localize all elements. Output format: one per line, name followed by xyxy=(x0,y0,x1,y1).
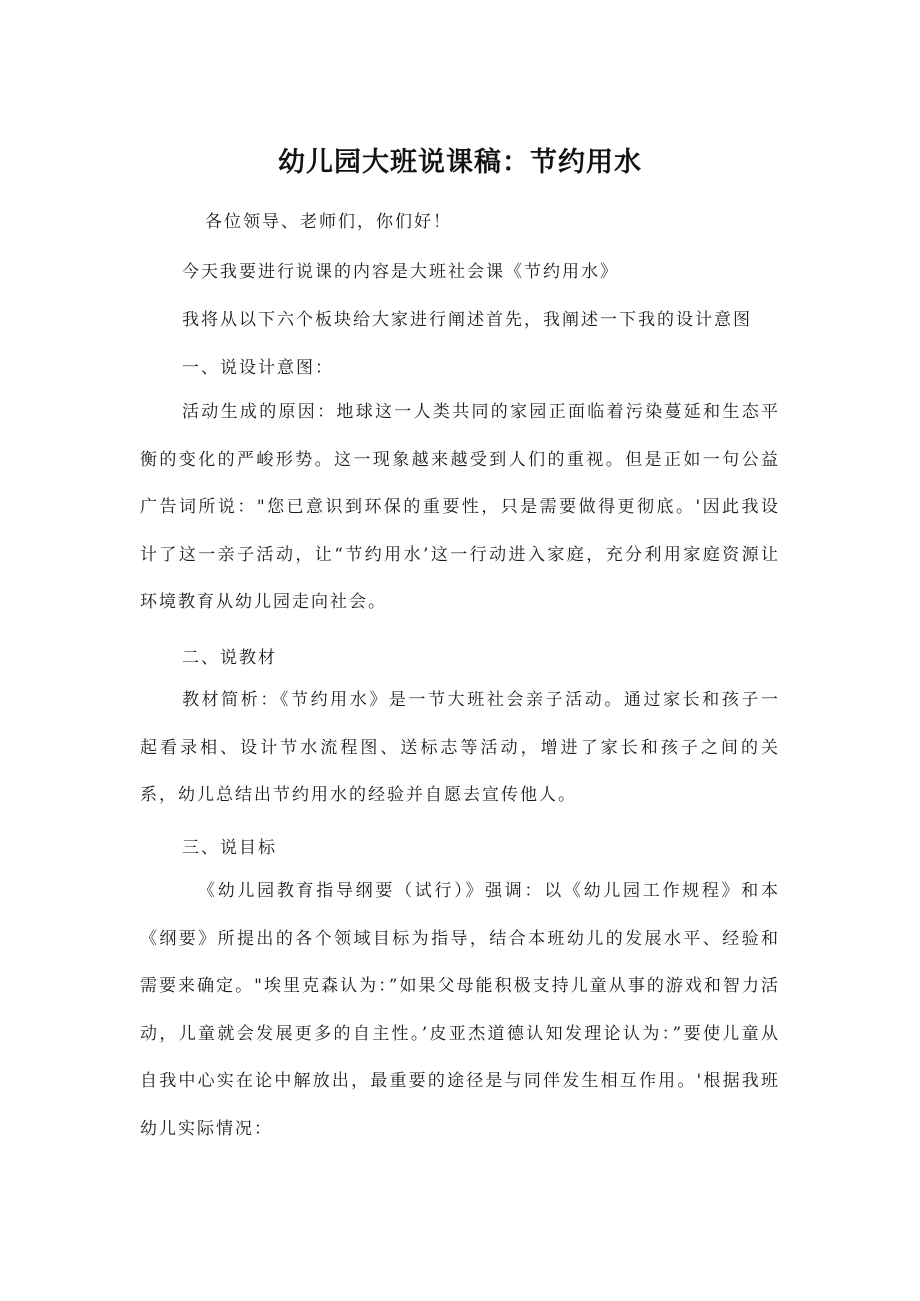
greeting-line: 各位领导、老师们，你们好！ xyxy=(205,212,452,232)
section2-heading: 二、说教材 xyxy=(182,648,277,668)
section2-body: 教材简析：《节约用水》是一节大班社会亲子活动。通过家长和孩子一起看录相、设计节水流程图、送标志等活动，增进了家长和孩子之间的关系，幼儿总结出节约用水的经验并自愿去宣传他人。 xyxy=(140,690,780,805)
section1-body: 活动生成的原因：地球这一人类共同的家园正面临着污染蔓延和生态平衡的变化的严峻形势。这一现象越来越受到人们的重视。但是正如一句公益广告词所说："您已意识到环保的重要性，只是需要做得更彻底。'因此我设计了这一亲子活动，让“节约用水’这一行动进入家庭，充分利用家庭资源让环境教育从幼儿园走向社会。 xyxy=(140,402,780,612)
intro-content-line: 今天我要进行说课的内容是大班社会课《节约用水》 xyxy=(182,262,619,282)
section1-heading: 一、说设计意图： xyxy=(182,358,334,378)
section3-heading: 三、说目标 xyxy=(182,838,277,858)
document-title: 幼儿园大班说课稿：节约用水 xyxy=(278,147,642,178)
section3-body: 《幼儿园教育指导纲要（试行）》强调：以《幼儿园工作规程》和本《纲要》所提出的各个领域目标为指导，结合本班幼儿的发展水平、经验和需要来确定。"埃里克森认为：”如果父母能积极支持儿童从事的游戏和智力活动，儿童就会发展更多的自主性。’皮亚杰道德认知发理论认为：”要使儿童从自我中心实在论中解放出，最重要的途径是与同伴发生相互作用。'根据我班幼儿实际情况： xyxy=(140,881,780,1139)
intro-plan-line: 我将从以下六个板块给大家进行阐述首先，我阐述一下我的设计意图 xyxy=(182,310,752,330)
